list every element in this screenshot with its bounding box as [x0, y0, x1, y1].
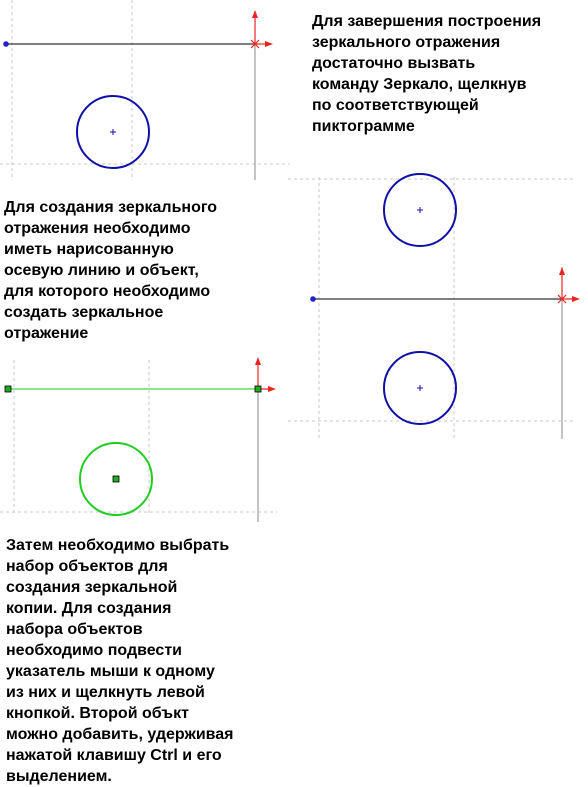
selection-handle-icon[interactable]: [255, 386, 261, 392]
text-line: Для завершения построения: [312, 13, 542, 30]
text-line: достаточно вызвать: [312, 55, 476, 72]
selected-sketch: [0, 350, 290, 522]
selection-text: [6, 535, 288, 787]
text-line: нажатой клавишу Ctrl и его: [6, 747, 222, 764]
text-line: выделением.: [6, 768, 112, 785]
text-line: зеркального отражения: [312, 34, 501, 51]
text-line: Затем необходимо выбрать: [6, 537, 230, 554]
text-line: команду Зеркало, щелкнув: [312, 76, 527, 93]
requirements-text: [4, 197, 284, 344]
selection-handle-icon[interactable]: [113, 476, 119, 482]
text-line: можно добавить, удерживая: [6, 726, 234, 743]
text-line: создания зеркальной: [6, 579, 178, 596]
center-mark-icon: [417, 385, 423, 391]
text-line: по соответствующей: [312, 97, 479, 114]
text-line: иметь нарисованную: [4, 241, 174, 258]
grid-lines: [288, 177, 574, 439]
text-line: для которого необходимо: [4, 283, 211, 300]
text-line: набора объектов: [6, 621, 143, 638]
text-line: создать зеркальное: [4, 304, 164, 321]
initial-sketch: [0, 0, 290, 182]
text-line: копии. Для создания: [6, 600, 172, 617]
selection-handle-icon[interactable]: [5, 386, 11, 392]
endpoint-icon[interactable]: [3, 41, 9, 47]
endpoint-icon[interactable]: [310, 296, 316, 302]
text-line: Для создания зеркального: [4, 199, 218, 216]
text-line: осевую линию и объект,: [4, 262, 199, 279]
text-line: указатель мыши к одному: [6, 663, 215, 680]
text-line: отражение: [4, 325, 89, 342]
center-mark-icon: [417, 207, 423, 213]
text-line: из них и щелкнуть левой: [6, 684, 205, 701]
text-line: набор объектов для: [6, 558, 168, 575]
center-mark-icon: [110, 129, 116, 135]
text-line: отражения необходимо: [4, 220, 191, 237]
mirror-command-text: [312, 11, 587, 137]
origin-arrow-icon: [251, 10, 273, 48]
origin-arrow-icon: [558, 267, 580, 303]
text-line: кнопкой. Второй объкт: [6, 705, 189, 722]
text-line: необходимо подвести: [6, 642, 182, 659]
text-line: пиктограмме: [312, 118, 415, 135]
grid-lines: [0, 0, 290, 180]
grid-lines: [0, 360, 277, 515]
mirrored-sketch: [288, 163, 588, 443]
